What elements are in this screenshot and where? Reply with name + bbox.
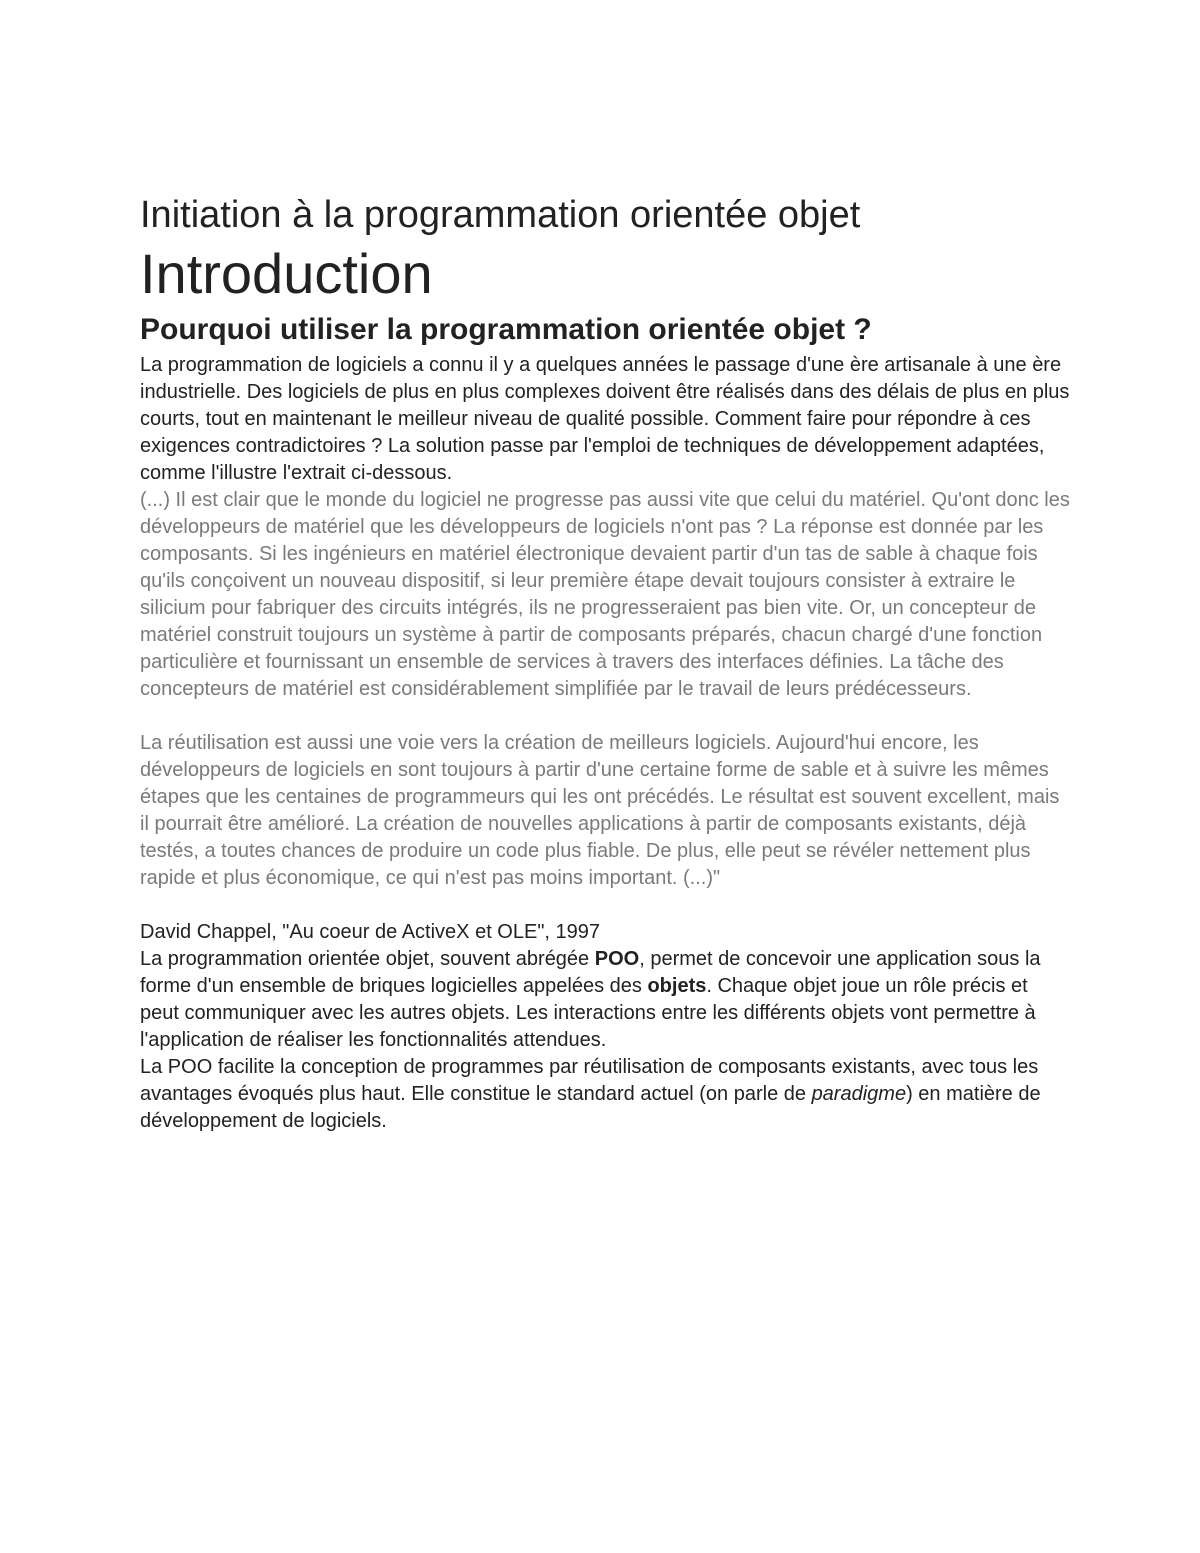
document-page [140, 190, 1070, 1135]
subsection-heading: Pourquoi utiliser la programmation orientée objet ? [140, 313, 872, 346]
paradigme-term-italic: paradigme [811, 1083, 907, 1105]
reuse-text-part2: ) en matière de développement de logiciels. [140, 1083, 1041, 1132]
document-title: Initiation à la programmation orientée objet [140, 194, 861, 236]
poo-definition-paragraph [140, 946, 1070, 1054]
quote-citation: David Chappel, "Au coeur de ActiveX et OLE", 1997 [140, 921, 601, 943]
quote-paragraph-2: La réutilisation est aussi une voie vers la création de meilleurs logiciels. Aujourd'hui encore, les développeurs de logiciels en sont toujours à partir d'une certaine forme de sable et à suivre les mêmes étapes que les centaines de programmeurs qui les ont précédés. Le résultat est souvent excellent, mais il pourrait être amélioré. La création de nouvelles applications à partir de composants existants, déjà testés, a toutes chances de produire un code plus fiable. De plus, elle peut se révéler nettement plus rapide et plus économique, ce qui n'est pas moins important. (...)" [140, 732, 1060, 889]
intro-paragraph: La programmation de logiciels a connu il y a quelques années le passage d'une ère artisanale à une ère industrielle. Des logiciels de plus en plus complexes doivent être réalisés dans des délais de plus en plus courts, tout en maintenant le meilleur niveau de qualité possible. Comment faire pour répondre à ces exigences contradictoires ? La solution passe par l'emploi de techniques de développement adaptées, comme l'illustre l'extrait ci-dessous. [140, 354, 1070, 484]
objets-term-bold: objets [647, 975, 707, 997]
poo-abbreviation-bold: POO [594, 948, 640, 970]
reuse-text-part1: La POO facilite la conception de programmes par réutilisation de composants existants, avec tous les avantages évoqués plus haut. Elle constitue le standard actuel (on parle de [140, 1056, 1039, 1105]
poo-text-part3: . Chaque objet joue un rôle précis et peut communiquer avec les autres objets. Les interactions entre les différents objets vont permettre à l'application de réaliser les fonctionnalités attendues. [140, 975, 1036, 1051]
poo-text-part1: La programmation orientée objet, souvent abrégée [140, 948, 595, 970]
poo-text-part2: , permet de concevoir une application sous la forme d'un ensemble de briques logicielles appelées des [140, 948, 1041, 997]
section-heading-introduction: Introduction [140, 242, 433, 305]
poo-reuse-paragraph [140, 1054, 1070, 1135]
quote-paragraph-1: (...) Il est clair que le monde du logiciel ne progresse pas aussi vite que celui du matériel. Qu'ont donc les développeurs de matériel que les développeurs de logiciels n'ont pas ? La réponse est donnée par les composants. Si les ingénieurs en matériel électronique devaient partir d'un tas de sable à chaque fois qu'ils conçoivent un nouveau dispositif, si leur première étape devait toujours consister à extraire le silicium pour fabriquer des circuits intégrés, ils ne progresseraient pas bien vite. Or, un concepteur de matériel construit toujours un système à partir de composants préparés, chacun chargé d'une fonction particulière et fournissant un ensemble de services à travers des interfaces définies. La tâche des concepteurs de matériel est considérablement simplifiée par le travail de leurs prédécesseurs. [140, 489, 1070, 700]
